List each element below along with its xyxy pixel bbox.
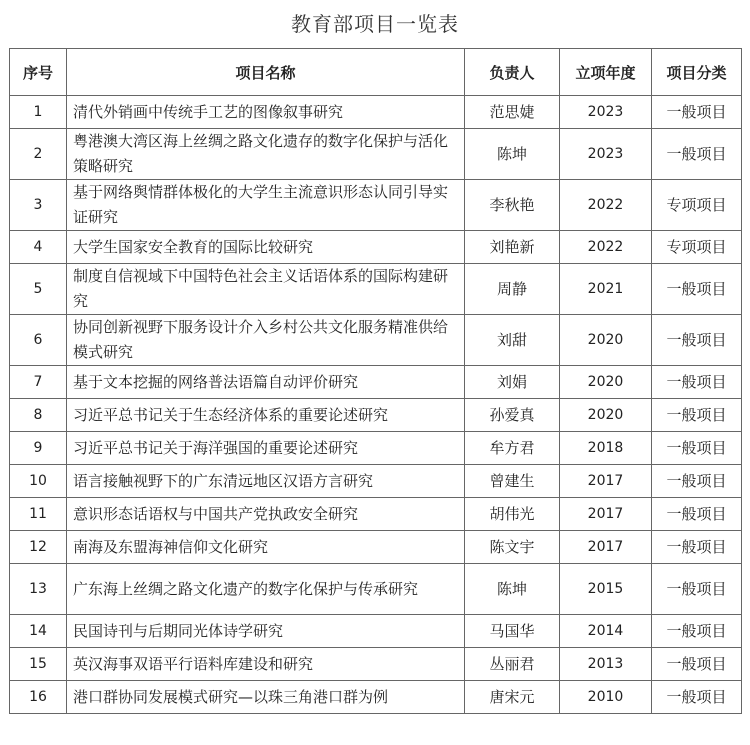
cell-type: 一般项目 — [652, 399, 742, 432]
cell-name: 语言接触视野下的广东清远地区汉语方言研究 — [67, 465, 465, 498]
cell-name: 广东海上丝绸之路文化遗产的数字化保护与传承研究 — [67, 564, 465, 615]
cell-name: 基于网络舆情群体极化的大学生主流意识形态认同引导实证研究 — [67, 180, 465, 231]
cell-type: 一般项目 — [652, 315, 742, 366]
cell-year: 2022 — [560, 180, 652, 231]
cell-year: 2017 — [560, 498, 652, 531]
table-row — [10, 129, 742, 180]
cell-type: 一般项目 — [652, 564, 742, 615]
page-title: 教育部项目一览表 — [291, 12, 459, 36]
cell-year: 2022 — [560, 231, 652, 264]
table-row — [10, 180, 742, 231]
table-row — [10, 96, 742, 129]
table-row — [10, 465, 742, 498]
cell-no: 8 — [10, 399, 67, 432]
cell-year: 2023 — [560, 129, 652, 180]
table-row — [10, 231, 742, 264]
cell-leader: 刘娟 — [465, 366, 560, 399]
cell-name: 制度自信视域下中国特色社会主义话语体系的国际构建研究 — [67, 264, 465, 315]
cell-leader: 胡伟光 — [465, 498, 560, 531]
cell-name: 粤港澳大湾区海上丝绸之路文化遗存的数字化保护与活化策略研究 — [67, 129, 465, 180]
cell-no: 3 — [10, 180, 67, 231]
cell-name: 清代外销画中传统手工艺的图像叙事研究 — [67, 96, 465, 129]
table-row — [10, 498, 742, 531]
cell-leader: 周静 — [465, 264, 560, 315]
table-row — [10, 432, 742, 465]
cell-name: 意识形态话语权与中国共产党执政安全研究 — [67, 498, 465, 531]
cell-no: 14 — [10, 615, 67, 648]
cell-year: 2014 — [560, 615, 652, 648]
cell-year: 2020 — [560, 366, 652, 399]
table-row — [10, 615, 742, 648]
cell-leader: 刘甜 — [465, 315, 560, 366]
cell-leader: 李秋艳 — [465, 180, 560, 231]
column-header-name: 项目名称 — [67, 49, 465, 96]
cell-no: 16 — [10, 681, 67, 714]
cell-no: 4 — [10, 231, 67, 264]
cell-type: 一般项目 — [652, 96, 742, 129]
cell-name: 大学生国家安全教育的国际比较研究 — [67, 231, 465, 264]
cell-no: 9 — [10, 432, 67, 465]
cell-no: 15 — [10, 648, 67, 681]
cell-leader: 陈坤 — [465, 129, 560, 180]
cell-year: 2018 — [560, 432, 652, 465]
table-header-row — [10, 49, 742, 96]
cell-type: 一般项目 — [652, 615, 742, 648]
cell-name: 基于文本挖掘的网络普法语篇自动评价研究 — [67, 366, 465, 399]
cell-no: 7 — [10, 366, 67, 399]
cell-no: 2 — [10, 129, 67, 180]
cell-year: 2017 — [560, 465, 652, 498]
cell-type: 一般项目 — [652, 366, 742, 399]
cell-name: 民国诗刊与后期同光体诗学研究 — [67, 615, 465, 648]
cell-year: 2023 — [560, 96, 652, 129]
cell-name: 南海及东盟海神信仰文化研究 — [67, 531, 465, 564]
cell-type: 一般项目 — [652, 264, 742, 315]
cell-name: 习近平总书记关于生态经济体系的重要论述研究 — [67, 399, 465, 432]
column-header-year: 立项年度 — [560, 49, 652, 96]
cell-type: 一般项目 — [652, 648, 742, 681]
table-row — [10, 531, 742, 564]
cell-type: 专项项目 — [652, 231, 742, 264]
cell-leader: 丛丽君 — [465, 648, 560, 681]
projects-table — [9, 48, 742, 714]
table-row — [10, 264, 742, 315]
cell-type: 一般项目 — [652, 465, 742, 498]
table-row — [10, 399, 742, 432]
column-header-leader: 负责人 — [465, 49, 560, 96]
cell-leader: 刘艳新 — [465, 231, 560, 264]
cell-no: 12 — [10, 531, 67, 564]
cell-leader: 范思婕 — [465, 96, 560, 129]
table-row — [10, 366, 742, 399]
cell-leader: 孙爱真 — [465, 399, 560, 432]
cell-no: 10 — [10, 465, 67, 498]
column-header-type: 项目分类 — [652, 49, 742, 96]
cell-leader: 曾建生 — [465, 465, 560, 498]
cell-year: 2015 — [560, 564, 652, 615]
cell-year: 2010 — [560, 681, 652, 714]
table-row — [10, 315, 742, 366]
cell-leader: 牟方君 — [465, 432, 560, 465]
cell-year: 2017 — [560, 531, 652, 564]
cell-year: 2021 — [560, 264, 652, 315]
cell-type: 一般项目 — [652, 432, 742, 465]
cell-name: 习近平总书记关于海洋强国的重要论述研究 — [67, 432, 465, 465]
cell-no: 11 — [10, 498, 67, 531]
table-row — [10, 564, 742, 615]
cell-no: 6 — [10, 315, 67, 366]
cell-leader: 马国华 — [465, 615, 560, 648]
cell-leader: 陈坤 — [465, 564, 560, 615]
cell-type: 专项项目 — [652, 180, 742, 231]
cell-type: 一般项目 — [652, 681, 742, 714]
cell-year: 2020 — [560, 399, 652, 432]
cell-name: 港口群协同发展模式研究—以珠三角港口群为例 — [67, 681, 465, 714]
cell-name: 英汉海事双语平行语料库建设和研究 — [67, 648, 465, 681]
cell-type: 一般项目 — [652, 531, 742, 564]
cell-type: 一般项目 — [652, 129, 742, 180]
cell-year: 2013 — [560, 648, 652, 681]
cell-leader: 陈文宇 — [465, 531, 560, 564]
cell-no: 1 — [10, 96, 67, 129]
cell-year: 2020 — [560, 315, 652, 366]
cell-no: 13 — [10, 564, 67, 615]
cell-type: 一般项目 — [652, 498, 742, 531]
cell-no: 5 — [10, 264, 67, 315]
cell-leader: 唐宋元 — [465, 681, 560, 714]
table-row — [10, 648, 742, 681]
table-row — [10, 681, 742, 714]
cell-name: 协同创新视野下服务设计介入乡村公共文化服务精准供给模式研究 — [67, 315, 465, 366]
column-header-no: 序号 — [10, 49, 67, 96]
